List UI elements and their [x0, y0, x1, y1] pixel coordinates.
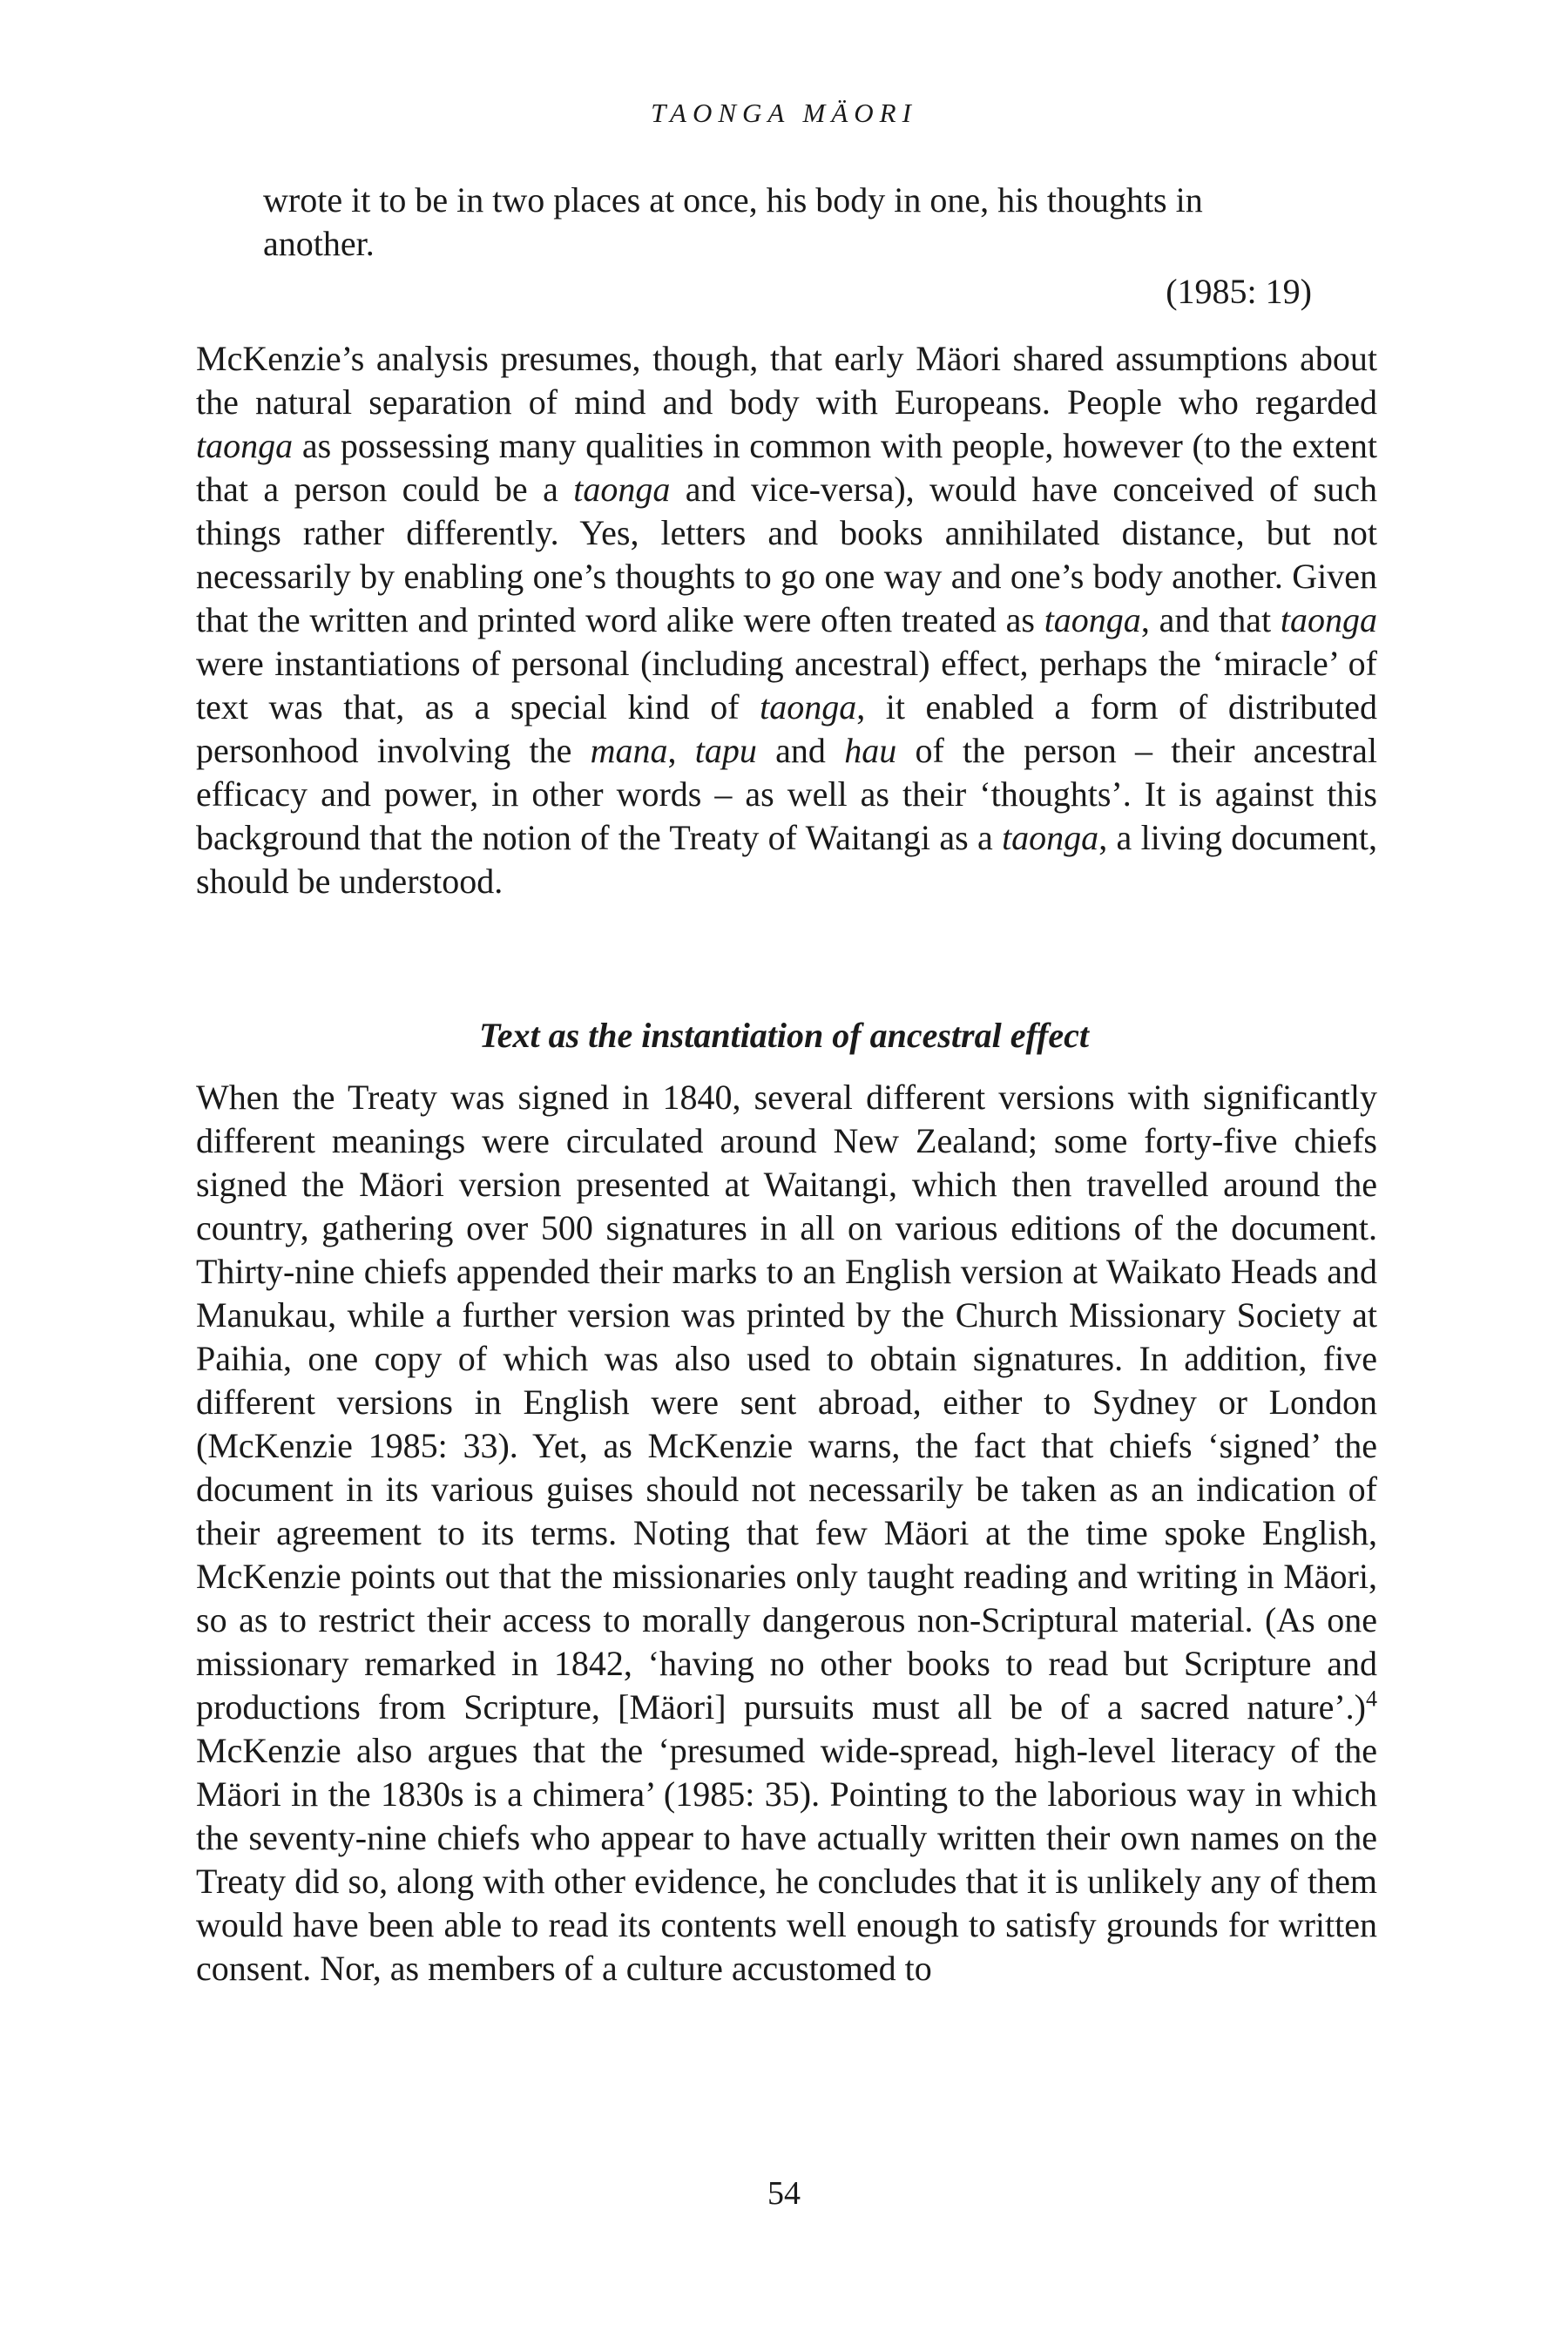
- p1-text: of the person – their ancestral efficacy and power, in other words – as well as their ‘thoughts’. It is against this background that the notion of the Treaty of Waitangi as a: [196, 731, 1377, 857]
- running-head: TAONGA MÄORI: [651, 98, 917, 128]
- p1-text: , a living document, should be understood.: [196, 818, 1378, 901]
- p2-text: When the Treaty was signed in 1840, several different versions with significantly different meanings were circulated around New Zealand; some forty-five chiefs signed the Mäori version presented at Waitangi, which then travelled around the country, gathering over 500 signatures in all on various editions of the document. Thirty-nine chiefs appended their marks to an English version at Waikato Heads and Manukau, while a further version was printed by the Church Missionary Society at Paihia, one copy of which was also used to obtain signatures. In addition, five different versions in English were sent abroad, either to Sydney or London (McKenzie 1985: 33). Yet, as McKenzie warns, the fact that chiefs ‘signed’ the document in its various guises should not necessarily be taken as an indication of their agreement to its terms. Noting that few Mäori at the time spoke English, McKenzie points out that the missionaries only taught reading and writing in Mäori, so as to restrict their access to morally dangerous non-Scriptural material. (As one missionary remarked in 1842, ‘having no other books to read but Scripture and productions from Scripture, [Mäori] pursuits must all be of a sacred nature’.): [196, 1078, 1377, 1727]
- p1-text: , and that: [1140, 600, 1281, 639]
- p1-italic-term: taonga: [573, 470, 671, 509]
- p2-text: McKenzie also argues that the ‘presumed wide-spread, high-level literacy of the Mäori in the 1830s is a chimera’ (1985: 35). Pointing to the laborious way in which the seventy-nine chiefs who appear to have actually written their own names on the Treaty did so, along with other evidence, he concludes that it is unlikely any of them would have been able to read its contents well enough to satisfy grounds for written consent. Nor, as members of a culture accustomed to: [196, 1731, 1377, 1988]
- p1-italic-term: taonga: [196, 426, 294, 465]
- p1-italic-term: tapu: [694, 731, 757, 770]
- paragraph-2: [196, 1076, 1377, 1990]
- quote-citation: (1985: 19): [1166, 272, 1312, 311]
- p1-text: ,: [667, 731, 695, 770]
- paragraph-1: [196, 337, 1377, 903]
- page-number: 54: [767, 2175, 801, 2212]
- block-quote: [263, 179, 1312, 266]
- p1-text: were instantiations of personal (including ancestral) effect, perhaps the ‘miracle’ of text was that, as a special kind of: [196, 644, 1377, 727]
- p1-text: as possessing many qualities in common with people, however (to the extent that a person could be a: [196, 426, 1377, 509]
- p1-italic-term: taonga: [1280, 600, 1377, 639]
- p1-text: and vice-versa), would have conceived of such things rather differently. Yes, letters and books annihilated distance, but not necessarily by enabling one’s thoughts to go one way and one’s body another. Given that the written and printed word alike were often treated as: [196, 470, 1378, 639]
- p1-text: McKenzie’s analysis presumes, though, that early Mäori shared assumptions about the natural separation of mind and body with Europeans. People who regarded: [196, 339, 1377, 422]
- p1-italic-term: hau: [844, 731, 897, 770]
- p1-italic-term: mana: [590, 731, 668, 770]
- footnote-reference[interactable]: 4: [1366, 1686, 1377, 1712]
- p1-italic-term: taonga: [760, 687, 857, 727]
- p1-text: and: [756, 731, 845, 770]
- p1-italic-term: taonga: [1002, 818, 1099, 857]
- section-heading: Text as the instantiation of ancestral effect: [478, 1016, 1090, 1055]
- p1-italic-term: taonga: [1044, 600, 1141, 639]
- p1-text: , it enabled a form of distributed personhood involving the: [196, 687, 1378, 770]
- block-quote-text: wrote it to be in two places at once, his body in one, his thoughts in another.: [263, 180, 1203, 263]
